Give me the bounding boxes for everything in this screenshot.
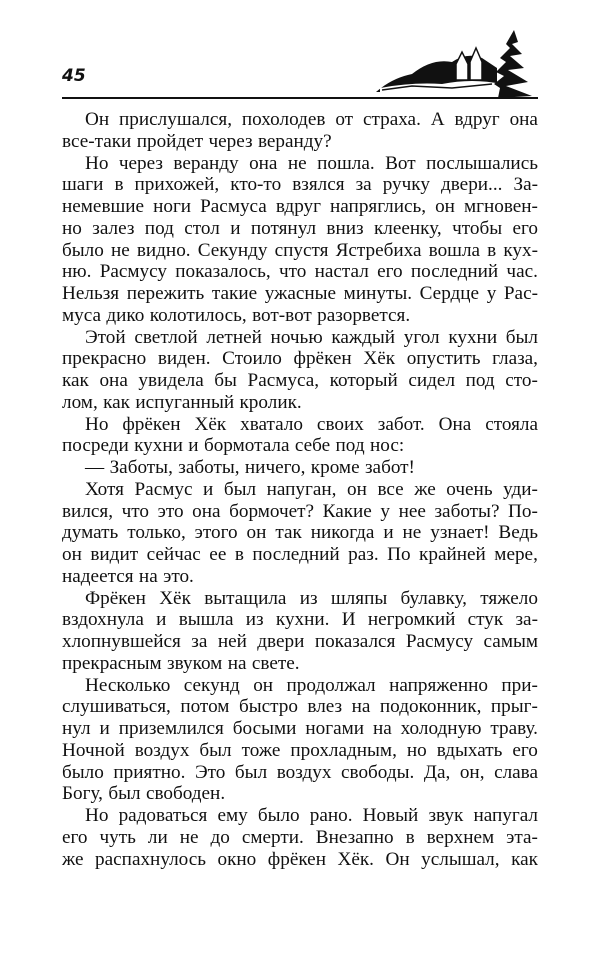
text-line: Нельзя пережить такие ужасные минуты. Сердце у Рас- <box>62 283 538 304</box>
text-line: он видит сейчас ее в последний раз. По крайней мере, <box>62 544 538 565</box>
text-line: вздохнула и вышла из кухни. И негромкий стук за- <box>62 609 538 631</box>
text-line: немевшие ноги Расмуса вдруг напряглись, он мгновен- <box>62 196 538 217</box>
text-line: лом, как испуганный кролик. <box>62 391 302 413</box>
header-rule <box>62 97 538 99</box>
text-line: слушиваться, потом быстро влез на подоконник, прыг- <box>62 696 538 718</box>
text-line: прекрасно виден. Стоило фрёкен Хёк опустить глаза, <box>62 348 538 370</box>
paragraph <box>62 153 538 327</box>
text-line: ню. Расмусу показалось, что настал его последний час. <box>62 261 538 283</box>
header-landscape-illustration <box>372 28 540 100</box>
paragraph <box>62 457 538 479</box>
text-line: надеется на это. <box>62 565 194 587</box>
body-text <box>62 109 538 870</box>
text-line: прекрасным звуком на свете. <box>62 652 300 674</box>
text-line: Этой светлой летней ночью каждый угол кухни был <box>85 326 538 348</box>
page-number: 45 <box>62 66 86 86</box>
text-line: же распахнулось окно фрёкен Хёк. Он услышал, как <box>62 848 538 870</box>
text-line: шаги в прихожей, кто-то взялся за ручку двери... За- <box>62 174 538 196</box>
text-line: Но через веранду она не пошла. Вот послышались <box>85 152 538 174</box>
text-line: Несколько секунд он продолжал напряженно при- <box>85 674 538 696</box>
text-line: но залез под стол и потянул вниз клеенку, чтобы его <box>62 217 538 239</box>
text-line: Хотя Расмус и был напуган, он все же очень уди- <box>85 478 538 500</box>
text-line: Богу, был свободен. <box>62 783 226 805</box>
text-line: Но фрёкен Хёк хватало своих забот. Она стояла <box>85 413 538 435</box>
paragraph <box>62 588 538 675</box>
text-line: было приятно. Это был воздух свободы. Да, он, слава <box>62 761 538 783</box>
paragraph <box>62 327 538 414</box>
text-line: нул и приземлился босыми ногами на холодную траву. <box>62 718 538 739</box>
paragraph <box>62 109 538 153</box>
text-line: было не видно. Секунду спустя Ястребиха вошла в кух- <box>62 239 538 261</box>
text-line: Фрёкен Хёк вытащила из шляпы булавку, тяжело <box>85 587 538 609</box>
text-line: посреди кухни и бормотала себе под нос: <box>62 435 405 457</box>
text-line: Но радоваться ему было рано. Новый звук напугал <box>85 805 538 826</box>
text-line: вился, что это она бормочет? Какие у нее заботы? По- <box>62 500 538 522</box>
text-line: его чуть ли не до смерти. Внезапно в верхнем эта- <box>62 826 538 848</box>
paragraph <box>62 805 538 870</box>
text-line: думать только, этого он так никогда и не узнает! Ведь <box>62 522 538 544</box>
text-line: как она увидела бы Расмуса, который сидел под сто- <box>62 370 538 391</box>
text-line: — Заботы, заботы, ничего, кроме забот! <box>85 457 415 478</box>
text-line: Ночной воздух был тоже прохладным, но вдыхать его <box>62 739 538 761</box>
text-line: муса дико колотилось, вот-вот разорвется. <box>62 304 411 326</box>
text-line: Он прислушался, похолодев от страха. А вдруг она <box>85 109 538 130</box>
paragraph <box>62 479 538 588</box>
paragraph <box>62 414 538 458</box>
text-line: все-таки пройдет через веранду? <box>62 130 332 152</box>
text-line: хлопнувшейся за ней двери показался Расмусу самым <box>62 631 538 652</box>
paragraph <box>62 675 538 806</box>
